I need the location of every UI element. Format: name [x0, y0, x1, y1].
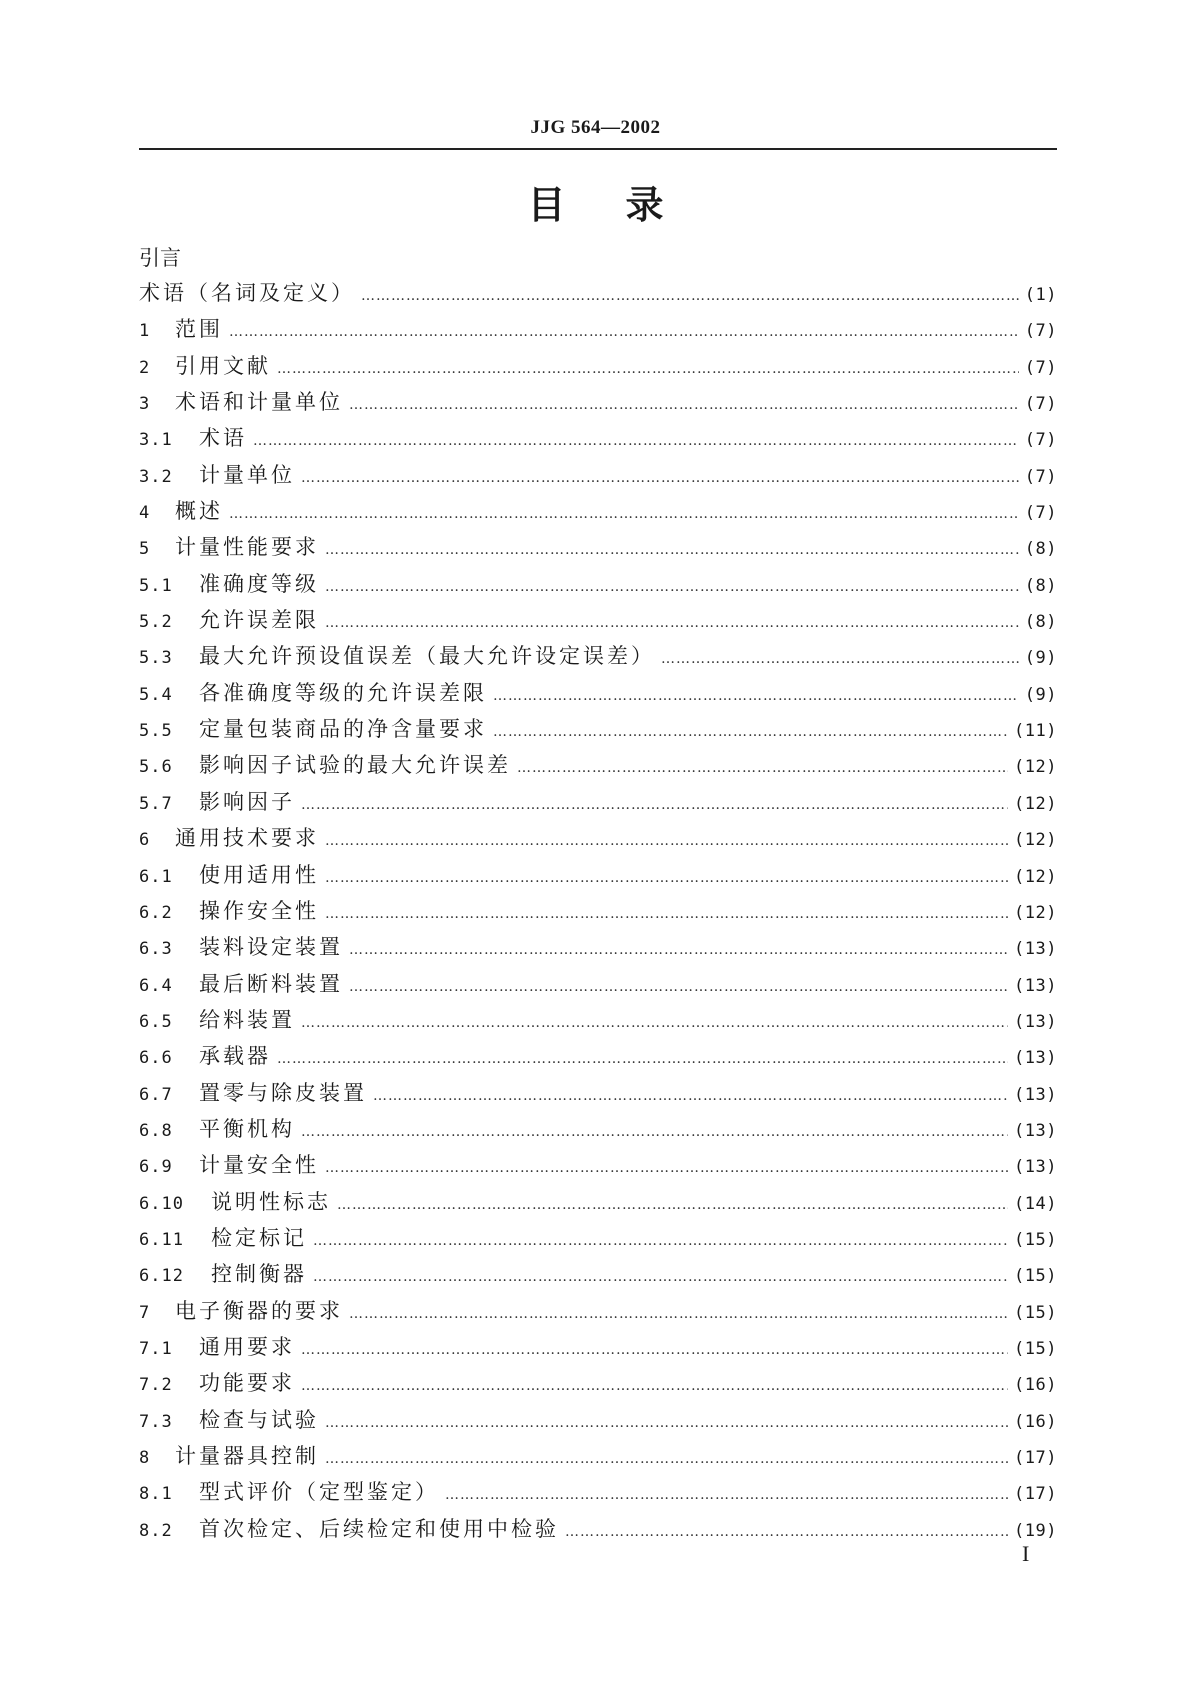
toc-entry-number: 7	[139, 1302, 151, 1323]
toc-entry[interactable]	[139, 1040, 1057, 1076]
toc-entry[interactable]	[139, 277, 1057, 313]
toc-entry-title: 各准确度等级的允许误差限	[199, 680, 487, 705]
toc-entry[interactable]	[139, 1295, 1057, 1331]
toc-entry[interactable]	[139, 495, 1057, 531]
toc-entry-page: (14)	[1014, 1193, 1057, 1214]
toc-entry[interactable]	[139, 531, 1057, 567]
toc-dot-leader	[313, 1233, 1008, 1249]
toc-entry-page: (7)	[1024, 503, 1057, 524]
toc-entry-title: 给料装置	[199, 1007, 295, 1032]
toc-entry[interactable]	[139, 1186, 1057, 1222]
toc-dot-leader	[565, 1524, 1008, 1540]
toc-entry-number: 2	[139, 357, 151, 378]
toc-entry-title: 功能要求	[199, 1371, 295, 1396]
toc-dot-leader	[325, 906, 1008, 922]
toc-entry[interactable]	[139, 640, 1057, 676]
toc-entry-title: 定量包装商品的净含量要求	[199, 717, 487, 742]
toc-dot-leader	[661, 651, 1019, 667]
toc-entry-page: (12)	[1014, 793, 1057, 814]
toc-entry-title: 允许误差限	[199, 608, 319, 633]
toc-entry-page: (12)	[1014, 830, 1057, 851]
header-rule	[139, 148, 1057, 150]
toc-entry[interactable]	[139, 313, 1057, 349]
toc-entry[interactable]	[139, 1331, 1057, 1367]
toc-entry-title: 型式评价（定型鉴定）	[199, 1480, 439, 1505]
toc-dot-leader	[325, 542, 1019, 558]
toc-entry-number: 5	[139, 539, 151, 560]
toc-dot-leader	[301, 1342, 1008, 1358]
toc-entry[interactable]	[139, 1476, 1057, 1512]
toc-entry[interactable]	[139, 1258, 1057, 1294]
toc-dot-leader	[301, 470, 1019, 486]
toc-entry-page: (12)	[1014, 757, 1057, 778]
toc-entry-title: 范围	[175, 317, 223, 342]
toc-entry-page: (8)	[1024, 612, 1057, 633]
toc-dot-leader	[517, 760, 1008, 776]
toc-dot-leader	[277, 361, 1019, 377]
toc-entry-number: 4	[139, 503, 151, 524]
toc-entry-number: 5.7	[139, 793, 173, 814]
toc-entry[interactable]	[139, 386, 1057, 422]
toc-entry-number: 6.7	[139, 1084, 173, 1105]
toc-entry-number: 7.1	[139, 1338, 173, 1359]
toc-entry-page: (13)	[1014, 939, 1057, 960]
toc-entry[interactable]	[139, 749, 1057, 785]
toc-entry-title: 检查与试验	[199, 1407, 319, 1432]
toc-entry-page: (9)	[1024, 684, 1057, 705]
toc-dot-leader	[337, 1197, 1008, 1213]
toc-entry-number: 6.3	[139, 939, 173, 960]
toc-entry-number: 1	[139, 321, 151, 342]
toc-entry-page: (13)	[1014, 1048, 1057, 1069]
toc-dot-leader	[361, 288, 1019, 304]
toc-entry[interactable]	[139, 1440, 1057, 1476]
toc-dot-leader	[349, 942, 1008, 958]
toc-entry-page: (17)	[1014, 1448, 1057, 1468]
toc-entry-page: (15)	[1014, 1229, 1057, 1250]
toc-entry[interactable]	[139, 1404, 1057, 1440]
toc-dot-leader	[373, 1088, 1008, 1104]
toc-entry[interactable]	[139, 713, 1057, 749]
toc-entry-title: 置零与除皮装置	[199, 1080, 367, 1105]
toc-dot-leader	[301, 1378, 1008, 1394]
toc-entry-page: (16)	[1014, 1375, 1057, 1396]
toc-entry-number: 3.1	[139, 430, 173, 451]
toc-entry-number: 5.5	[139, 721, 173, 742]
table-of-contents	[139, 277, 1057, 1549]
toc-entry[interactable]	[139, 786, 1057, 822]
toc-entry[interactable]	[139, 604, 1057, 640]
toc-entry-page: (1)	[1024, 285, 1057, 305]
toc-entry[interactable]	[139, 422, 1057, 458]
toc-dot-leader	[325, 1160, 1008, 1176]
toc-entry-title: 操作安全性	[199, 898, 319, 923]
toc-entry-title: 装料设定装置	[199, 935, 343, 960]
toc-entry-page: (13)	[1014, 1157, 1057, 1178]
page-header-code: JJG 564—2002	[530, 117, 661, 138]
toc-entry-title: 计量器具控制	[175, 1444, 319, 1468]
toc-dot-leader	[229, 324, 1019, 340]
toc-entry[interactable]	[139, 822, 1057, 858]
toc-entry-page: (15)	[1014, 1338, 1057, 1359]
toc-entry-number: 6.8	[139, 1120, 173, 1141]
toc-dot-leader	[325, 1415, 1008, 1431]
toc-entry-number: 6.1	[139, 866, 173, 887]
toc-entry-number: 5.6	[139, 757, 173, 778]
toc-entry[interactable]	[139, 459, 1057, 495]
toc-entry-number: 8.1	[139, 1484, 173, 1505]
toc-entry-title: 引用文献	[175, 353, 271, 378]
toc-entry[interactable]	[139, 568, 1057, 604]
toc-entry-title: 首次检定、后续检定和使用中检验	[199, 1516, 559, 1541]
toc-dot-leader	[349, 979, 1008, 995]
toc-entry-title: 术语	[199, 426, 247, 451]
toc-entry-title: 承载器	[199, 1044, 271, 1069]
toc-entry-title: 计量单位	[199, 462, 295, 487]
toc-entry-title: 说明性标志	[211, 1189, 331, 1214]
toc-entry-number: 6.6	[139, 1048, 173, 1069]
toc-entry[interactable]	[139, 1367, 1057, 1403]
toc-entry[interactable]	[139, 677, 1057, 713]
toc-entry[interactable]	[139, 859, 1057, 895]
toc-entry-title: 通用要求	[199, 1334, 295, 1359]
toc-entry[interactable]	[139, 1222, 1057, 1258]
toc-entry-title: 通用技术要求	[175, 826, 319, 851]
toc-entry-page: (17)	[1014, 1484, 1057, 1505]
toc-intro-entry[interactable]: 引言	[139, 246, 181, 270]
toc-dot-leader	[325, 615, 1019, 631]
toc-dot-leader	[445, 1487, 1008, 1503]
toc-entry-page: (15)	[1014, 1266, 1057, 1287]
toc-entry[interactable]	[139, 1077, 1057, 1113]
toc-entry-page: (12)	[1014, 902, 1057, 923]
toc-entry-number: 8.2	[139, 1520, 173, 1541]
toc-entry-number: 6.10	[139, 1193, 184, 1214]
toc-dot-leader	[301, 1124, 1008, 1140]
toc-dot-leader	[301, 1015, 1008, 1031]
toc-entry-title: 影响因子试验的最大允许误差	[199, 753, 511, 778]
toc-entry-page: (8)	[1024, 575, 1057, 596]
toc-entry-page: (15)	[1014, 1302, 1057, 1323]
toc-dot-leader	[493, 724, 1008, 740]
toc-entry-page: (11)	[1014, 721, 1057, 742]
toc-entry-title: 概述	[175, 499, 223, 524]
toc-dot-leader	[253, 433, 1019, 449]
toc-dot-leader	[349, 1306, 1008, 1322]
toc-dot-leader	[325, 870, 1008, 886]
toc-entry-number: 7.2	[139, 1375, 173, 1396]
toc-entry[interactable]	[139, 895, 1057, 931]
toc-entry-number: 5.4	[139, 684, 173, 705]
toc-dot-leader	[325, 833, 1008, 849]
toc-entry-page: (8)	[1024, 539, 1057, 560]
toc-entry[interactable]	[139, 1113, 1057, 1149]
toc-entry-number: 5.3	[139, 648, 173, 669]
toc-entry-number: 6.4	[139, 975, 173, 996]
toc-entry[interactable]	[139, 1149, 1057, 1185]
toc-entry-title: 计量安全性	[199, 1153, 319, 1178]
toc-entry-title: 检定标记	[211, 1225, 307, 1250]
toc-entry-title: 使用适用性	[199, 862, 319, 887]
toc-entry-title: 影响因子	[199, 789, 295, 814]
toc-dot-leader	[229, 506, 1019, 522]
toc-entry-title: 电子衡器的要求	[175, 1298, 343, 1323]
toc-entry-page: (19)	[1014, 1520, 1057, 1541]
toc-entry-title: 准确度等级	[199, 571, 319, 596]
toc-entry-number: 8	[139, 1448, 151, 1468]
toc-entry-number: 6.5	[139, 1011, 173, 1032]
toc-entry-page: (9)	[1024, 648, 1057, 669]
toc-entry-page: (7)	[1024, 357, 1057, 378]
toc-entry-title: 控制衡器	[211, 1262, 307, 1287]
toc-entry-number: 6.11	[139, 1229, 184, 1250]
toc-dot-leader	[493, 688, 1019, 704]
toc-entry-page: (13)	[1014, 975, 1057, 996]
toc-entry-title: 最大允许预设值误差（最大允许设定误差）	[199, 644, 655, 669]
toc-entry-number: 6.12	[139, 1266, 184, 1287]
toc-entry[interactable]	[139, 1513, 1057, 1549]
toc-entry-number: 6.2	[139, 902, 173, 923]
page-number: I	[1022, 1541, 1030, 1566]
toc-entry-title: 平衡机构	[199, 1116, 295, 1141]
toc-entry-number: 5.1	[139, 575, 173, 596]
toc-entry-page: (7)	[1024, 430, 1057, 451]
toc-dot-leader	[325, 1451, 1008, 1467]
toc-entry-number: 7.3	[139, 1411, 173, 1432]
toc-entry-title: 术语和计量单位	[175, 390, 343, 415]
toc-dot-leader	[325, 579, 1019, 595]
toc-entry-title: 计量性能要求	[175, 535, 319, 560]
page-title: 目录	[527, 183, 724, 227]
toc-entry[interactable]	[139, 931, 1057, 967]
toc-entry-page: (7)	[1024, 394, 1057, 415]
toc-entry-number: 3.2	[139, 466, 173, 487]
toc-entry-title: 术语（名词及定义）	[139, 281, 355, 305]
toc-entry-title: 最后断料装置	[199, 971, 343, 996]
toc-entry[interactable]	[139, 968, 1057, 1004]
toc-dot-leader	[349, 397, 1019, 413]
toc-entry-page: (16)	[1014, 1411, 1057, 1432]
toc-entry-number: 5.2	[139, 612, 173, 633]
toc-entry-page: (7)	[1024, 321, 1057, 342]
toc-entry-number: 3	[139, 394, 151, 415]
toc-entry[interactable]	[139, 350, 1057, 386]
toc-dot-leader	[301, 797, 1008, 813]
toc-entry-page: (13)	[1014, 1084, 1057, 1105]
toc-entry-page: (13)	[1014, 1120, 1057, 1141]
toc-dot-leader	[277, 1051, 1008, 1067]
toc-entry[interactable]	[139, 1004, 1057, 1040]
toc-entry-page: (13)	[1014, 1011, 1057, 1032]
toc-dot-leader	[313, 1269, 1008, 1285]
toc-entry-page: (12)	[1014, 866, 1057, 887]
toc-entry-page: (7)	[1024, 466, 1057, 487]
toc-entry-number: 6	[139, 830, 151, 851]
toc-entry-number: 6.9	[139, 1157, 173, 1178]
